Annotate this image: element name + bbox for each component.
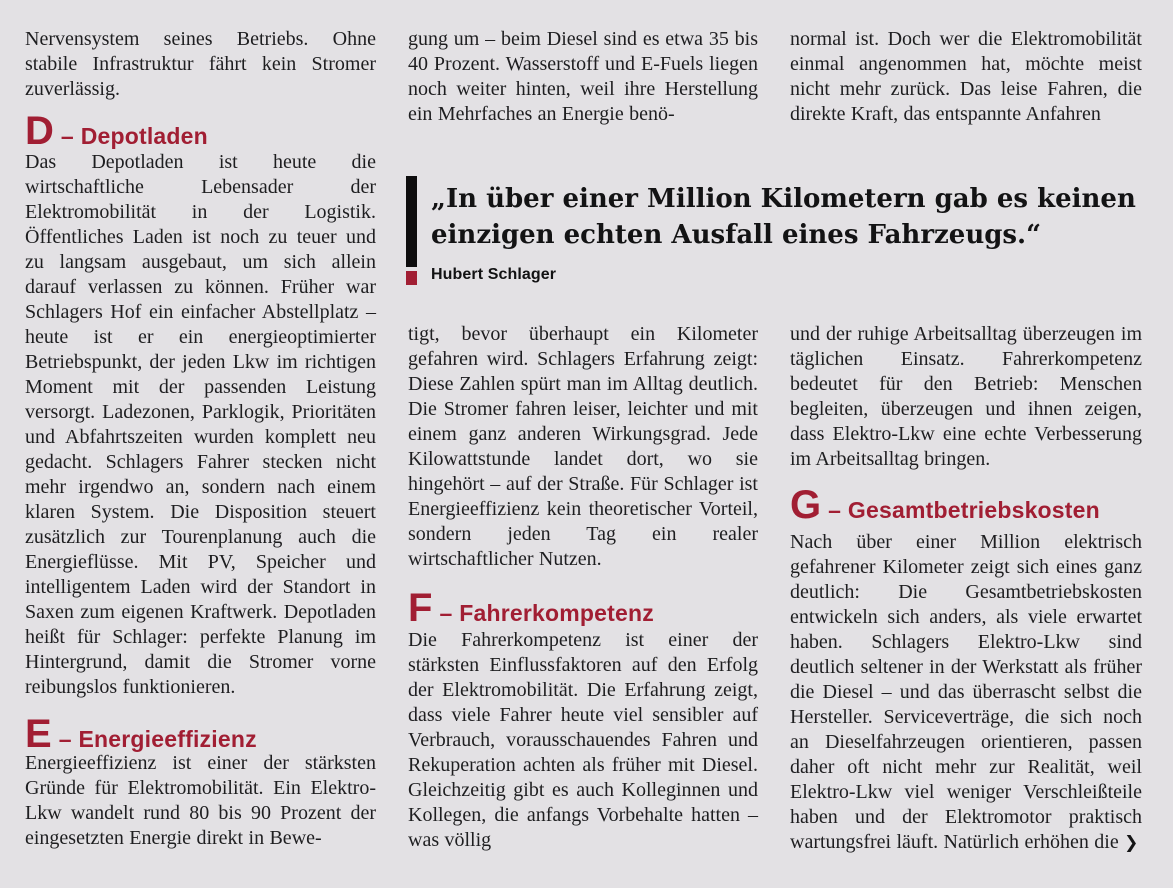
section-heading-gesamtbetriebskosten xyxy=(790,485,1100,525)
paragraph-gesamtbetriebskosten xyxy=(790,530,1142,856)
pull-quote-text: „In über einer Million Kilometern gab es keinen einzigen echten Ausfall eines Fahrzeugs.“ xyxy=(431,184,1136,250)
heading-dash: – xyxy=(58,726,72,752)
section-heading-energieeffizienz xyxy=(25,714,257,754)
heading-dash: – xyxy=(60,123,74,149)
section-title-gesamtbetriebskosten: Gesamtbetriebskosten xyxy=(847,497,1100,523)
section-heading-depotladen xyxy=(25,111,208,151)
paragraph-middle-after-quote: tigt, bevor überhaupt ein Kilometer gefahren wird. Schlagers Erfahrung zeigt: Diese Zahlen spürt man im Alltag deutlich. Die Stromer fahren leiser, leichter und mit einem ganz anderen Wirkungsgrad. Jede Kilowattstunde landet dort, wo sie hingehört – auf der Straße. Für Schlager ist Energieeffizienz kein theoretischer Vorteil, sondern jeden Tag ein realer wirtschaftlicher Nutzen. xyxy=(408,323,758,570)
paragraph-right-after-quote: und der ruhige Arbeitsalltag überzeugen im täglichen Einsatz. Fahrerkompetenz bedeutet für den Betrieb: Menschen begleiten, überzeugen und ihnen zeigen, dass Elektro-Lkw eine echte Verbesserung im Arbeitsalltag bringen. xyxy=(790,323,1142,470)
section-letter-e: E xyxy=(25,712,52,756)
section-title-energieeffizienz: Energieeffizienz xyxy=(78,726,257,752)
section-title-depotladen: Depotladen xyxy=(80,123,208,149)
section-letter-g: G xyxy=(790,483,822,527)
section-letter-f: F xyxy=(408,586,433,630)
paragraph-intro-continued: Nervensystem seines Betriebs. Ohne stabile Infrastruktur fährt kein Stromer zuverlässig. xyxy=(25,28,376,100)
paragraph-middle-top: gung um – beim Diesel sind es etwa 35 bis 40 Prozent. Wasserstoff und E-Fuels liegen noch weiter hinten, weil ihre Herstellung ein Mehrfaches an Energie benö- xyxy=(408,28,758,125)
heading-dash: – xyxy=(439,600,453,626)
heading-dash: – xyxy=(828,497,841,523)
paragraph-gesamtbetriebskosten-text: Nach über einer Million elektrisch gefahrener Kilometer zeigt sich eines ganz deutlich: Die Gesamtbetriebskosten entwickeln sich anders, als viele erwartet haben. Schlagers Elektro-Lkw sind deutlich seltener in der Werkstatt als früher die Diesel – und das überrascht selbst die Hersteller. Serviceverträge, die sich noch an Dieselfahrzeugen orientieren, passen daher oft nicht mehr zur Realität, weil Elektro-Lkw viel weniger Verschleißteile haben und der Elektromotor praktisch wartungsfrei läuft. Natürlich erhöhen die xyxy=(790,531,1142,853)
paragraph-right-top: normal ist. Doch wer die Elektromobilität einmal angenommen hat, möchte meist nicht mehr zurück. Das leise Fahren, die direkte Kraft, das entspannte Anfahren xyxy=(790,28,1142,125)
paragraph-depotladen: Das Depotladen ist heute die wirtschaftliche Lebensader der Elektromobilität in der Logistik. Öffentliches Laden ist noch zu teuer und zu langsam ausgebaut, um sich allein darauf verlassen zu können. Früher war Schlagers Hof ein einfacher Abstellplatz – heute ist er ein energieoptimierter Betriebspunkt, der jeden Lkw im richtigen Moment mit der passenden Leistung versorgt. Ladezonen, Parklogik, Prioritäten und Abfahrtszeiten wurden komplett neu gedacht. Schlagers Fahrer stecken nicht mehr irgendwo an, sondern nach einem klaren System. Die Disposition steuert zusätzlich zur Tourenplanung auch die Energieflüsse. Mit PV, Speicher und intelligentem Laden wird der Standort in Saxen zum eigenen Kraftwerk. Depotladen heißt für Schlager: perfekte Planung im Hintergrund, damit die Stromer vorne reibungslos funktionieren. xyxy=(25,151,376,698)
paragraph-fahrerkompetenz: Die Fahrerkompetenz ist einer der stärksten Einflussfaktoren auf den Erfolg der Elektromobilität. Die Erfahrung zeigt, dass viele Fahrer heute viel sensibler auf Verbrauch, vorausschauendes Fahren und Rekuperation achten als früher mit Diesel. Gleichzeitig gibt es auch Kolleginnen und Kollegen, die anfangs Vorbehalte hatten – was völlig xyxy=(408,629,758,851)
paragraph-energieeffizienz: Energieeffizienz ist einer der stärksten Gründe für Elektromobilität. Ein Elektro-Lkw wandelt rund 80 bis 90 Prozent der eingesetzten Energie direkt in Bewe- xyxy=(25,752,376,849)
section-heading-fahrerkompetenz xyxy=(408,588,654,628)
section-title-fahrerkompetenz: Fahrerkompetenz xyxy=(459,600,654,626)
continued-next-page-chevron-icon: ❯ xyxy=(1124,833,1139,853)
pull-quote-bar xyxy=(406,176,417,267)
section-letter-d: D xyxy=(25,109,54,153)
pull-quote-attribution: Hubert Schlager xyxy=(431,266,557,283)
pull-quote-attribution-marker xyxy=(406,271,417,285)
